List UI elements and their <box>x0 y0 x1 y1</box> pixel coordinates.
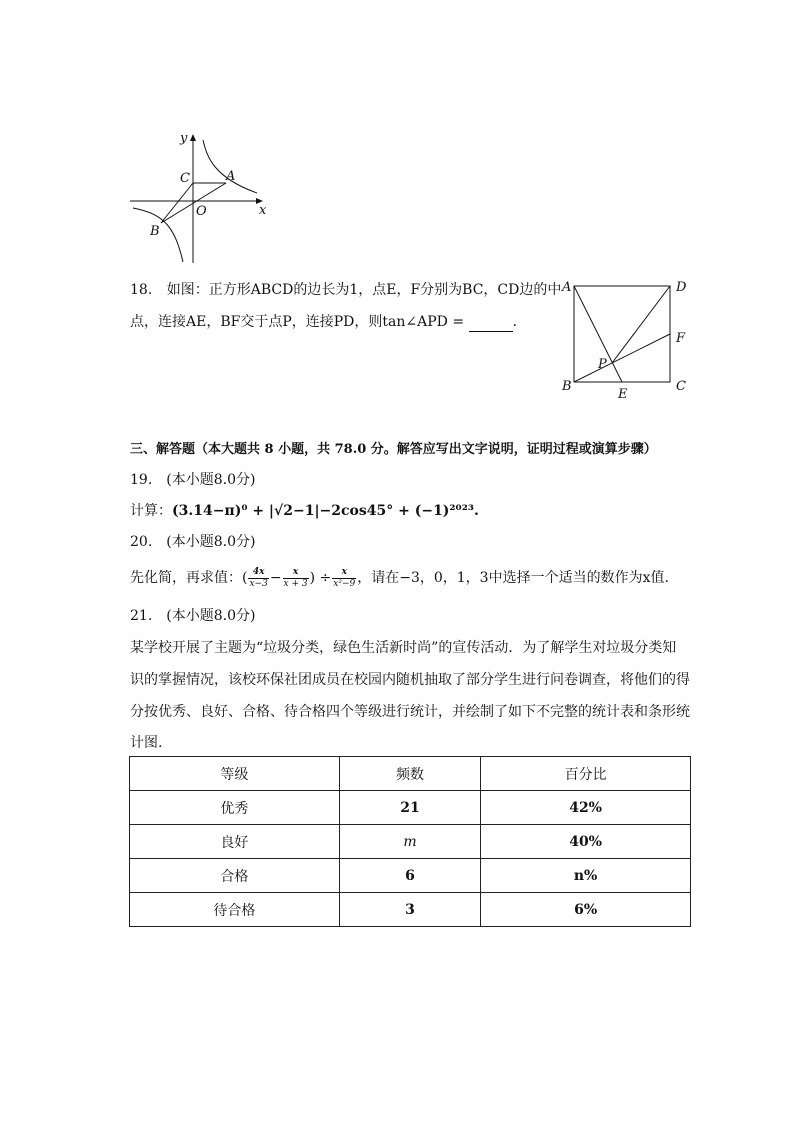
q21-paragraph-line1: 某学校开展了主题为“垃圾分类，绿色生活新时尚”的宣传活动．为了解学生对垃圾分类知 <box>130 640 677 656</box>
q21-paragraph-line4: 计图. <box>130 735 163 751</box>
table-cell: 40% <box>481 825 691 859</box>
minus-sign: − <box>269 570 282 586</box>
q18-line1 <box>130 280 561 300</box>
segment-PD <box>612 286 670 363</box>
label-P: P <box>598 357 607 372</box>
table-cell: m <box>339 825 480 859</box>
table-row <box>130 893 691 927</box>
hyperbola-branch-first-quadrant <box>203 140 257 193</box>
q18-square-figure <box>558 276 698 400</box>
table-cell: 6 <box>339 859 480 893</box>
fraction-3-numerator: x <box>332 567 356 579</box>
y-axis-arrow <box>190 134 196 141</box>
q19-heading: 19. (本小题8.0分) <box>130 472 256 488</box>
table-row <box>130 859 691 893</box>
q19-body <box>130 501 479 521</box>
q21-paragraph-line3: 分按优秀、良好、合格、待合格四个等级进行统计，并绘制了如下不完整的统计表和条形统 <box>130 704 690 720</box>
table-row <box>130 791 691 825</box>
table-cell: 6% <box>481 893 691 927</box>
table-cell: 待合格 <box>130 893 340 927</box>
label-O: O <box>196 204 207 219</box>
table-cell: 3 <box>339 893 480 927</box>
table-cell: n% <box>481 859 691 893</box>
fraction-2 <box>283 567 309 590</box>
q18-line2 <box>130 312 517 332</box>
table-cell: 优秀 <box>130 791 340 825</box>
segment-BF <box>574 334 670 382</box>
table-cell: 良好 <box>130 825 340 859</box>
label-x: x <box>259 203 267 218</box>
label-B: B <box>150 224 160 239</box>
q20-body <box>130 564 669 592</box>
label-A: A <box>226 169 236 184</box>
label-D: D <box>676 280 687 295</box>
label-C: C <box>180 171 190 186</box>
table-header: 频数 <box>339 757 480 791</box>
q18-text-1: 如图：正方形ABCD的边长为1，点E，F分别为BC，CD边的中 <box>166 282 562 298</box>
label-y: y <box>180 131 188 146</box>
q18-text-2-end: . <box>512 314 517 330</box>
q21-paragraph-line2: 识的掌握情况，该校环保社团成员在校园内随机抽取了部分学生进行问卷调查，将他们的得 <box>130 672 690 688</box>
q19-prefix: 计算： <box>130 503 172 519</box>
table-cell: 21 <box>339 791 480 825</box>
table-header: 百分比 <box>481 757 691 791</box>
fraction-3 <box>332 567 356 590</box>
fraction-2-numerator: x <box>283 567 309 579</box>
label-F: F <box>676 331 686 346</box>
square-ABCD <box>574 286 670 382</box>
fraction-3-denominator: x²−9 <box>333 578 356 589</box>
label-A: A <box>562 280 572 295</box>
q18-number: 18. <box>130 282 153 298</box>
section-3-header: 三、解答题（本大题共 8 小题，共 78.0 分。解答应写出文字说明，证明过程或演算步骤） <box>130 442 657 457</box>
label-E: E <box>618 387 628 400</box>
fraction-1-numerator: 4x <box>248 567 268 579</box>
label-C: C <box>676 379 686 394</box>
answer-blank <box>469 317 513 332</box>
q21-heading: 21. (本小题8.0分) <box>130 608 256 624</box>
q19-expression: (3.14−π)⁰ + |√2−1|−2cos45° + (−1)²⁰²³. <box>172 503 479 519</box>
q17-hyperbola-figure <box>125 128 275 268</box>
q20-prefix: 先化简，再求值：( <box>130 570 248 586</box>
label-B: B <box>562 379 572 394</box>
table-cell: 42% <box>481 791 691 825</box>
statistics-table <box>129 756 691 927</box>
q20-heading: 20. (本小题8.0分) <box>130 534 256 550</box>
segment-BC <box>161 183 193 223</box>
table-header-row <box>130 757 691 791</box>
fraction-2-denominator: x + 3 <box>283 578 308 589</box>
q18-text-2: 点，连接AE，BF交于点P，连接PD，则tan∠APD = <box>130 314 465 330</box>
table-header: 等级 <box>130 757 340 791</box>
table-row <box>130 825 691 859</box>
divide-sign: ) ÷ <box>309 570 332 586</box>
fraction-1-denominator: x−3 <box>249 578 268 589</box>
table-cell: 合格 <box>130 859 340 893</box>
q20-suffix: ，请在−3，0，1，3中选择一个适当的数作为x值. <box>357 570 669 586</box>
fraction-1 <box>248 567 268 590</box>
